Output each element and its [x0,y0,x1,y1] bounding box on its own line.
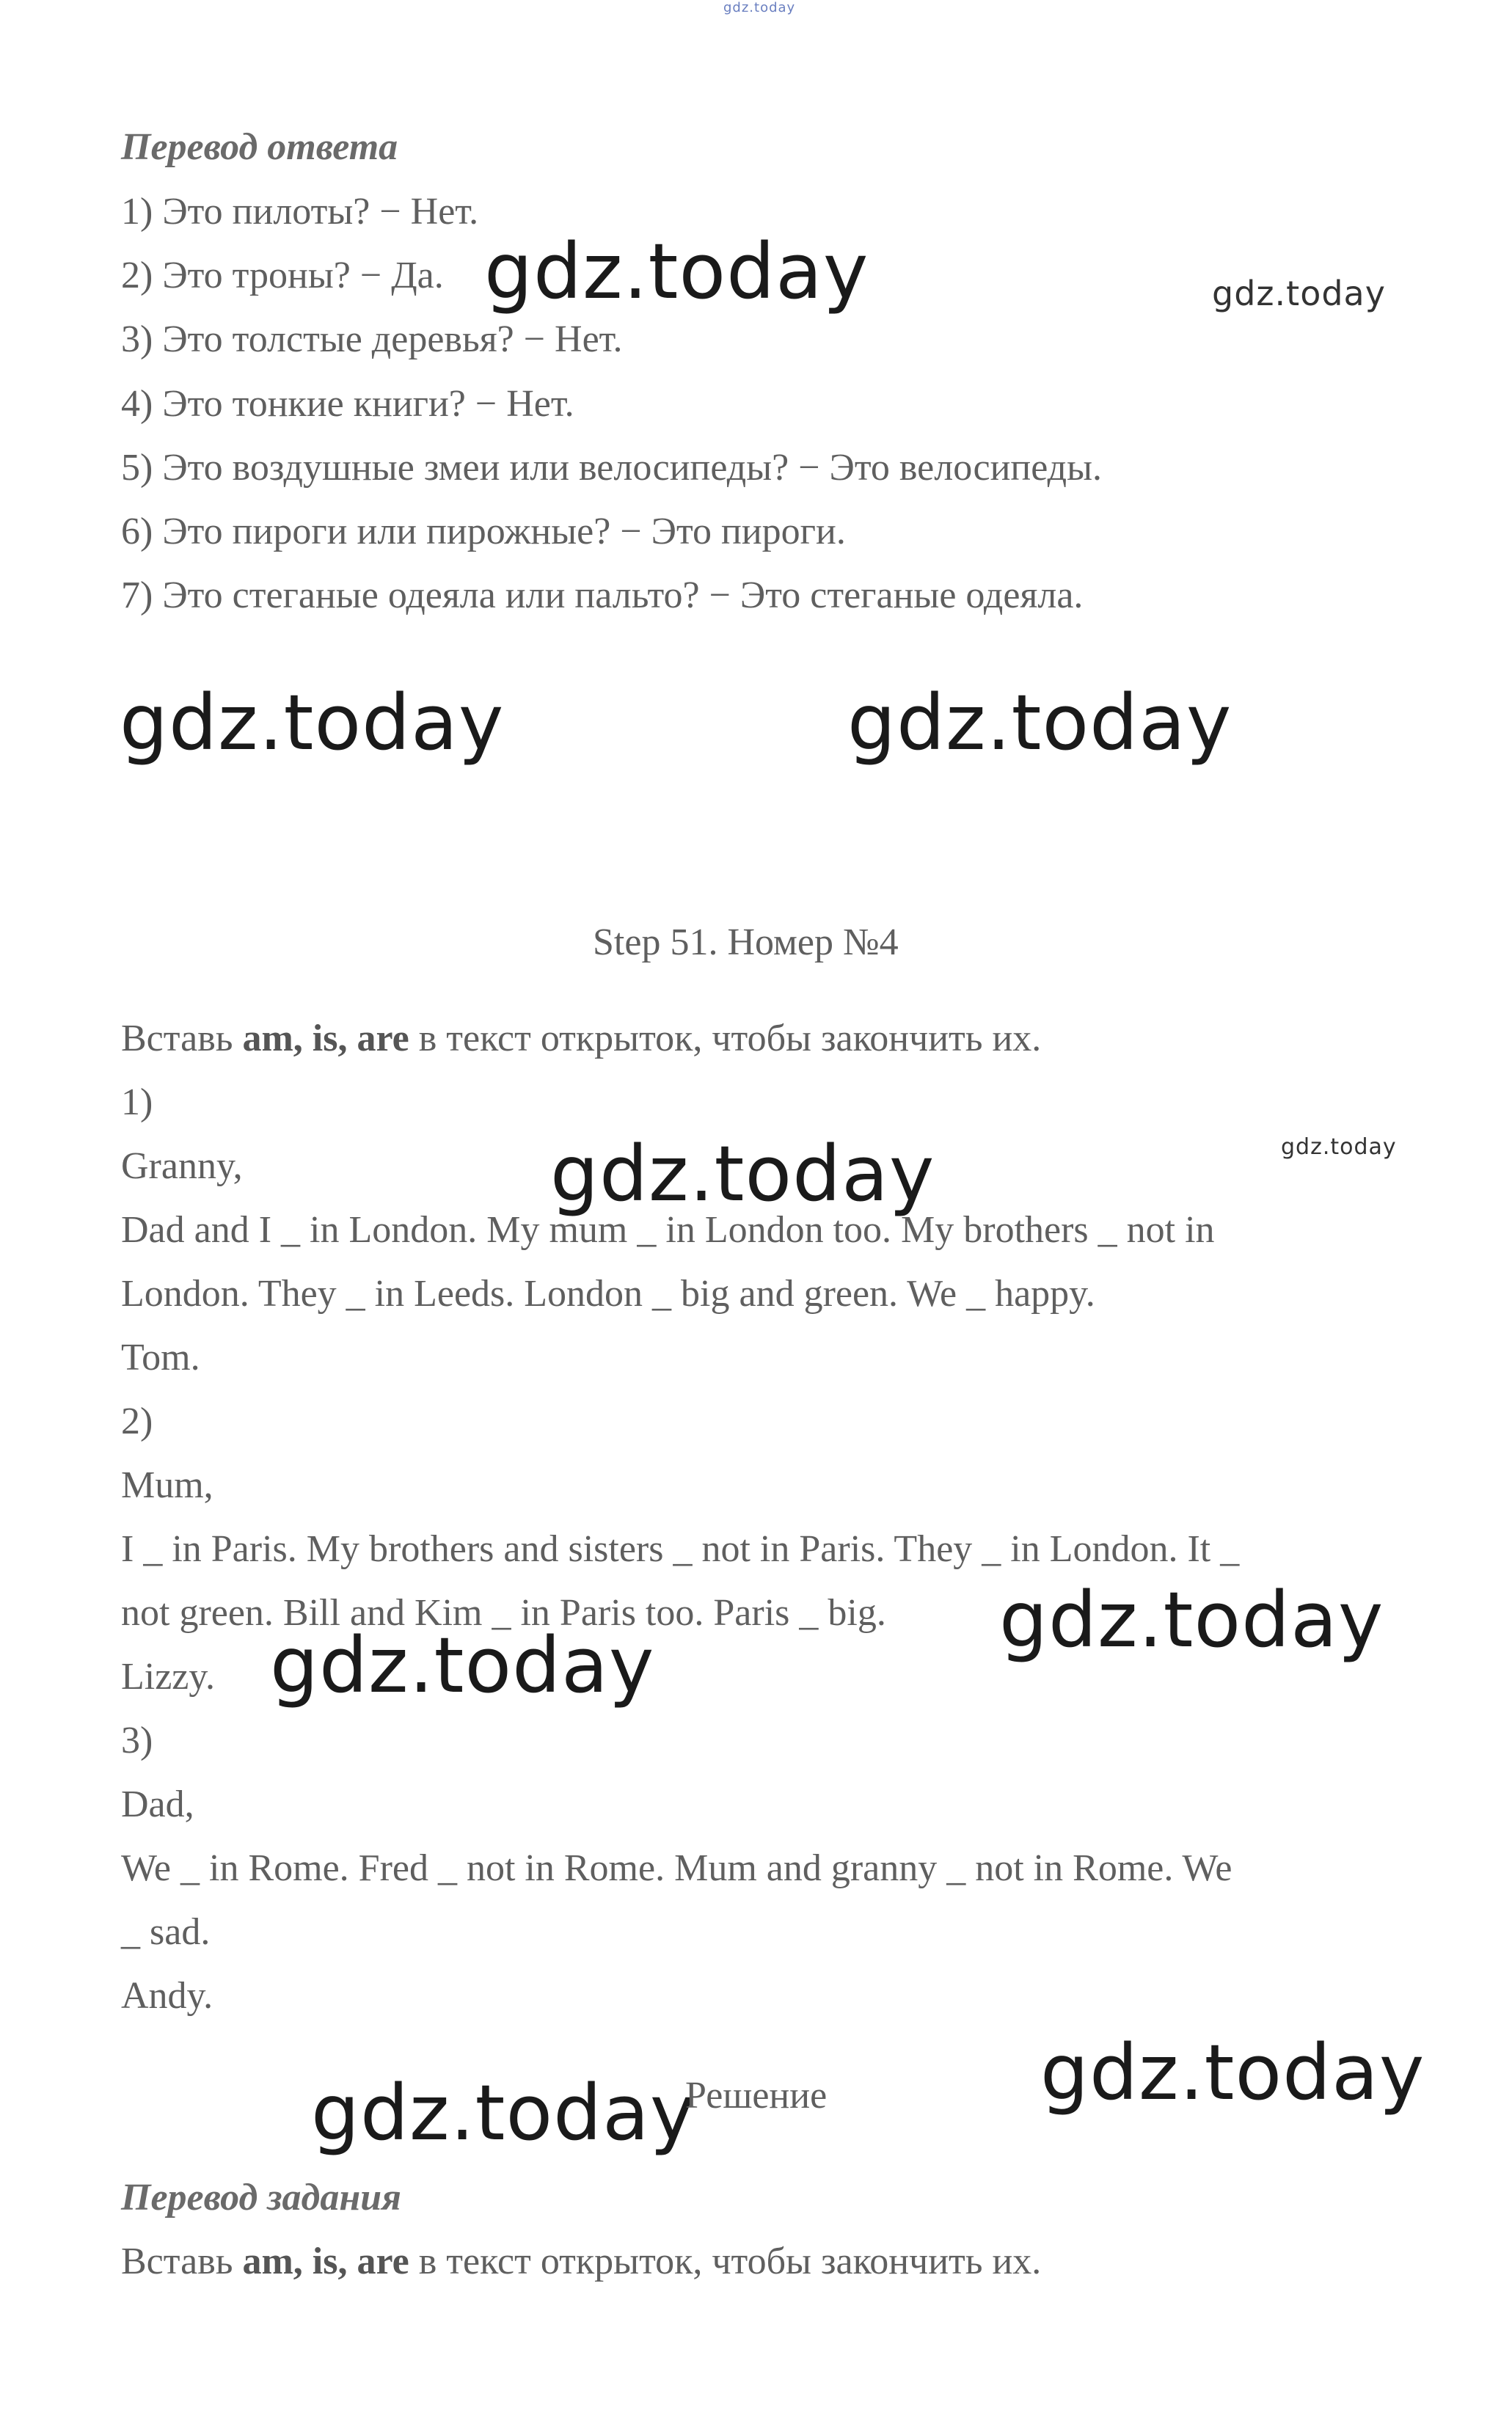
instruction-suffix: в текст открыток, чтобы закончить их. [409,1018,1042,1059]
answer-line: 1) Это пилоты? − Нет. [121,191,479,233]
exercise-line: Dad, [121,1783,194,1825]
exercise-instruction [121,1016,1041,1062]
watermark: gdz.today [550,1129,935,1219]
answer-line: 3) Это толстые деревья? − Нет. [121,318,623,360]
watermark: gdz.today [270,1621,655,1710]
exercise-line: Tom. [121,1337,200,1379]
watermark: gdz.today [847,678,1232,767]
watermark: gdz.today [484,227,869,316]
instruction-prefix: Вставь [121,1018,243,1059]
exercise-line: Mum, [121,1464,213,1506]
answer-line: 5) Это воздушные змеи или велосипеды? − Это велосипеды. [121,447,1103,489]
exercise-line: Granny, [121,1145,243,1187]
instruction-suffix: в текст открыток, чтобы закончить их. [409,2241,1042,2282]
answer-line: 6) Это пироги или пирожные? − Это пироги. [121,511,846,552]
exercise-line: Andy. [121,1975,213,2017]
exercise-line: Lizzy. [121,1656,215,1698]
watermark: gdz.today [1040,2028,1425,2117]
watermark: gdz.today [1281,1134,1397,1160]
exercise-line: 3) [121,1720,153,1761]
watermark: gdz.today [1212,274,1386,313]
exercise-line: 2) [121,1401,153,1442]
instruction-keywords: am, is, are [242,1018,409,1059]
watermark: gdz.today [120,678,505,767]
exercise-line: 1) [121,1081,153,1123]
solution-label: Решение [685,2075,828,2117]
watermark: gdz.today [999,1575,1384,1665]
exercise-line: Dad and I _ in London. My mum _ in London too. My brothers _ not in [121,1209,1215,1251]
exercise-line: London. They _ in Leeds. London _ big and green. We _ happy. [121,1273,1095,1315]
answer-line: 7) Это стеганые одеяла или пальто? − Это стеганые одеяла. [121,574,1084,616]
exercise-line: I _ in Paris. My brothers and sisters _ not in Paris. They _ in London. It _ [121,1528,1240,1570]
watermark-top: gdz.today [723,0,796,15]
instruction-keywords: am, is, are [242,2241,409,2282]
exercise-title: Step 51. Номер №4 [593,921,899,963]
exercise-line: _ sad. [121,1911,211,1953]
translation-task-instruction [121,2239,1041,2285]
answer-line: 4) Это тонкие книги? − Нет. [121,383,574,425]
exercise-line: not green. Bill and Kim _ in Paris too. Paris _ big. [121,1592,886,1634]
translation-answer-heading: Перевод ответа [121,126,398,168]
exercise-line: We _ in Rome. Fred _ not in Rome. Mum and granny _ not in Rome. We [121,1847,1232,1889]
instruction-prefix: Вставь [121,2241,243,2282]
answer-line: 2) Это троны? − Да. [121,255,444,296]
translation-task-heading: Перевод задания [121,2177,401,2219]
watermark: gdz.today [311,2068,696,2158]
